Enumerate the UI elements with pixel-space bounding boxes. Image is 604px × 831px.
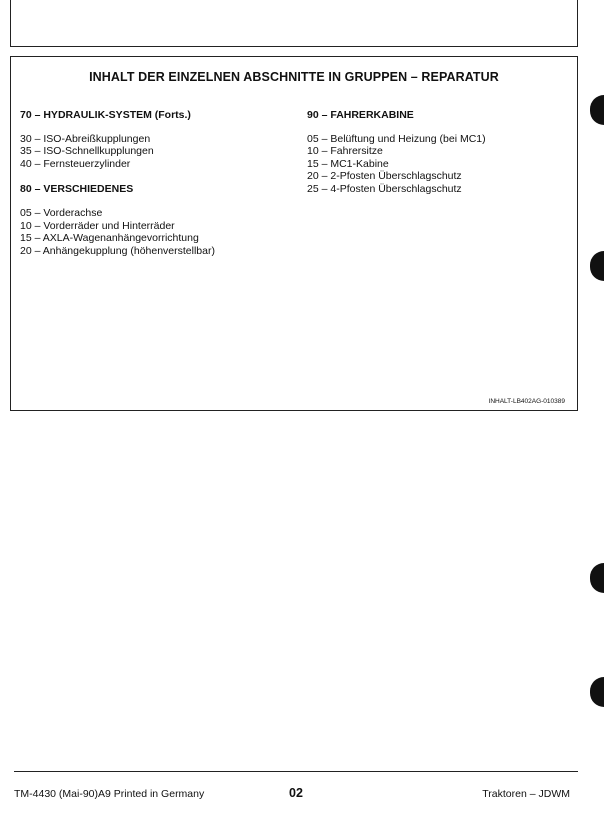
- punch-hole-mark: [590, 677, 604, 707]
- list-item: 15 – AXLA-Wagenanhängevorrichtung: [20, 232, 199, 245]
- group-80: [20, 183, 290, 257]
- list-item: 10 – Fahrersitze: [307, 145, 383, 158]
- footer-divider: [14, 771, 578, 772]
- group-heading: 70 – HYDRAULIK-SYSTEM (Forts.): [20, 109, 191, 121]
- group-70: [20, 109, 290, 170]
- punch-hole-mark: [590, 563, 604, 593]
- group-heading: 80 – VERSCHIEDENES: [20, 183, 134, 196]
- reference-code: INHALT-LB402AG-010389: [488, 398, 565, 405]
- list-item: 30 – ISO-Abreißkupplungen: [20, 132, 151, 145]
- list-item: 35 – ISO-Schnellkupplungen: [20, 145, 154, 158]
- list-item: 25 – 4-Pfosten Überschlagschutz: [307, 182, 462, 195]
- list-item: 10 – Vorderräder und Hinterräder: [20, 219, 175, 232]
- footer-publication-info: TM-4430 (Mai-90)A9 Printed in Germany: [14, 788, 205, 800]
- page-title: INHALT DER EINZELNEN ABSCHNITTE IN GRUPPEN – REPARATUR: [89, 70, 499, 84]
- list-item: 05 – Belüftung und Heizung (bei MC1): [307, 132, 486, 145]
- footer-manual-name: Traktoren – JDWM: [482, 788, 570, 800]
- list-item: 05 – Vorderachse: [20, 206, 103, 219]
- punch-hole-mark: [590, 95, 604, 125]
- group-heading: 90 – FAHRERKABINE: [307, 109, 414, 121]
- page-number: 02: [289, 786, 303, 800]
- contents-box: [10, 56, 578, 411]
- punch-hole-mark: [590, 251, 604, 281]
- list-item: 20 – 2-Pfosten Überschlagschutz: [307, 170, 462, 183]
- left-column: [20, 109, 290, 257]
- list-item: 40 – Fernsteuerzylinder: [20, 157, 131, 170]
- top-frame: [10, 0, 578, 47]
- right-column: [307, 109, 572, 196]
- group-90: [307, 109, 572, 196]
- list-item: 20 – Anhängekupplung (höhenverstellbar): [20, 244, 215, 257]
- list-item: 15 – MC1-Kabine: [307, 157, 389, 170]
